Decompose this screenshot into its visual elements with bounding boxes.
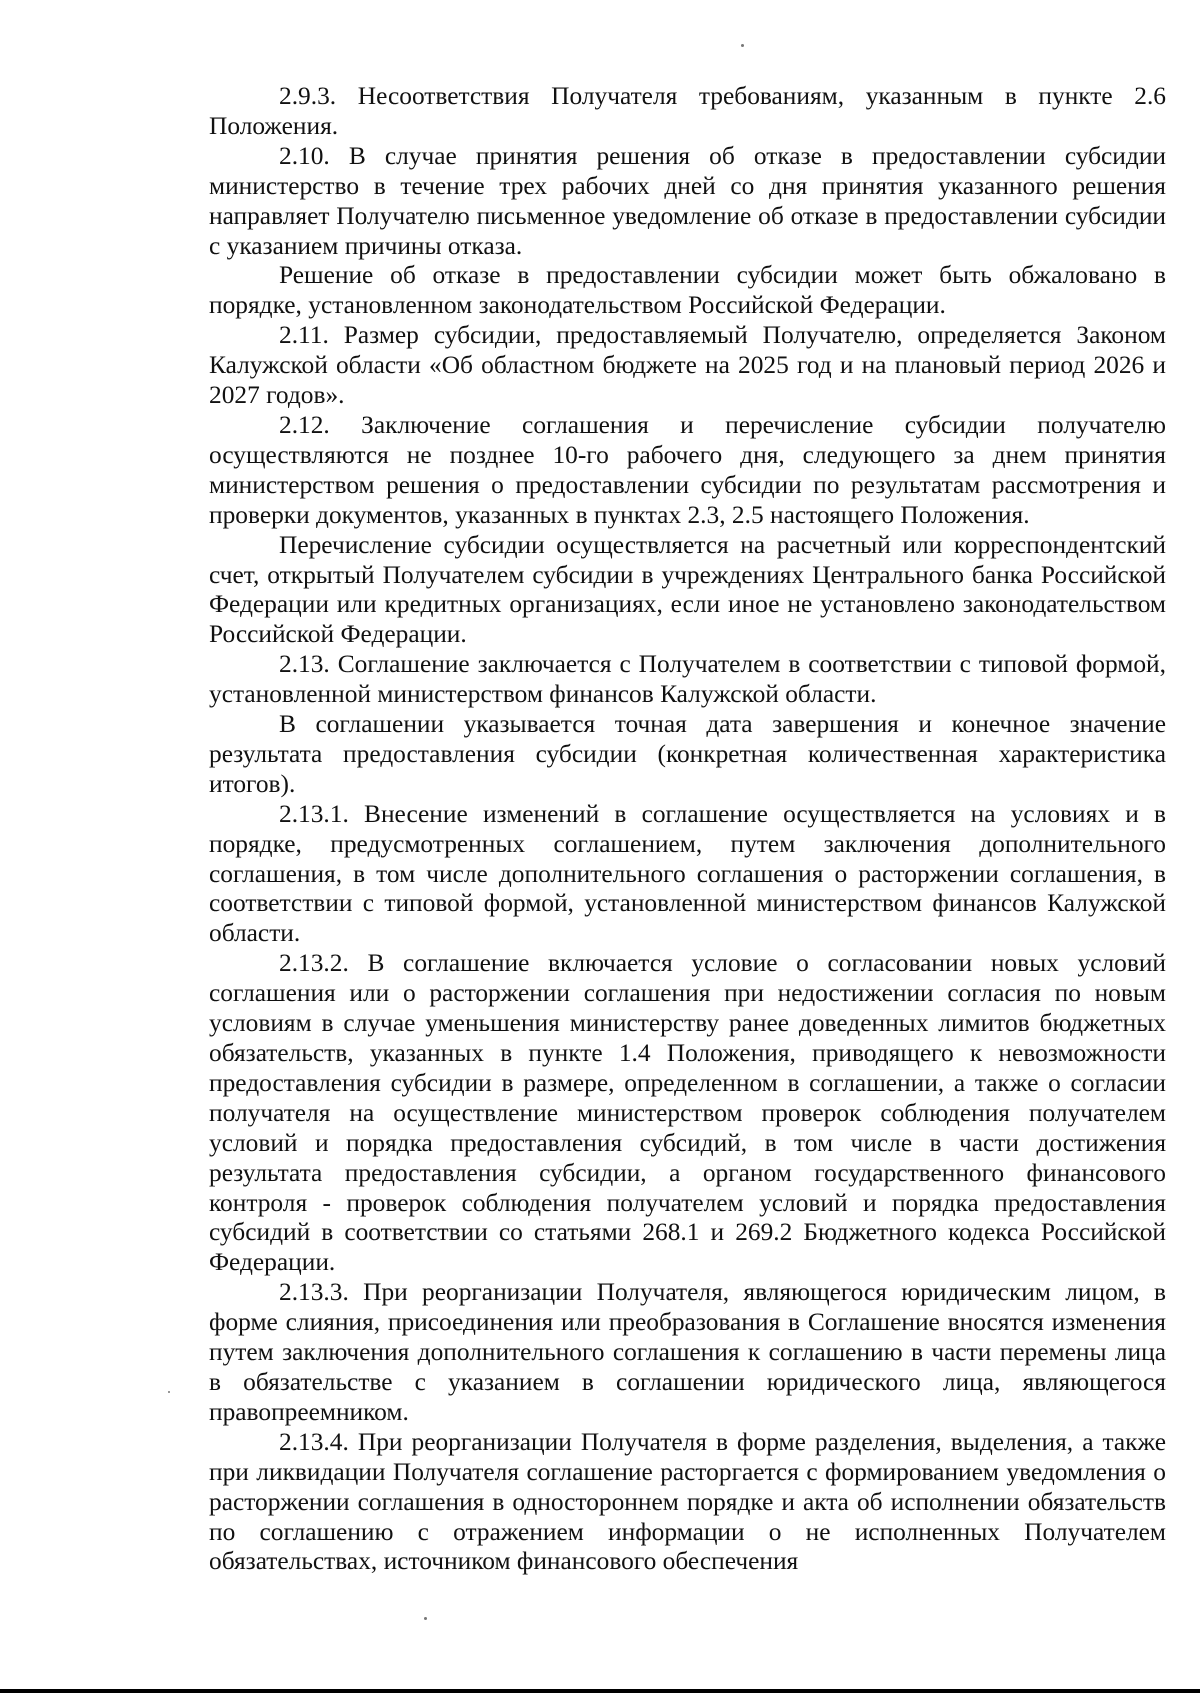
paragraph-2-13: 2.13. Соглашение заключается с Получателем в соответствии с типовой формой, установленной министерством финансов Калужской области. bbox=[209, 650, 1166, 709]
paragraph-2-13-1: 2.13.1. Внесение изменений в соглашение осуществляется на условиях и в порядке, предусмотренных соглашением, путем заключения дополнительного соглашения, в том числе дополнительного соглашения о расторжении соглашения, в соответствии с типовой формой, установленной министерством финансов Калужской области. bbox=[209, 799, 1166, 948]
page-bottom-edge bbox=[0, 1689, 1200, 1693]
scan-speck bbox=[424, 1617, 427, 1620]
scan-speck bbox=[741, 44, 744, 47]
paragraph-2-11: 2.11. Размер субсидии, предоставляемый Получателю, определяется Законом Калужской области «Об областном бюджете на 2025 год и на плановый период 2026 и 2027 годов». bbox=[209, 321, 1166, 410]
paragraph-2-12: 2.12. Заключение соглашения и перечисление субсидии получателю осуществляются не позднее 10-го рабочего дня, следующего за днем принятия министерством решения о предоставлении субсидии по результатам рассмотрения и проверки документов, указанных в пунктах 2.3, 2.5 настоящего Положения. bbox=[209, 410, 1166, 529]
paragraph-2-13-4: 2.13.4. При реорганизации Получателя в форме разделения, выделения, а также при ликвидации Получателя соглашение расторгается с формированием уведомления о расторжении соглашения в одностороннем порядке и акта об исполнении обязательств по соглашению с отражением информации о не исполненных Получателем обязательствах, источником финансового обеспечения bbox=[209, 1427, 1166, 1576]
paragraph-2-13-3: 2.13.3. При реорганизации Получателя, являющегося юридическим лицом, в форме слияния, присоединения или преобразования в Соглашение вносятся изменения путем заключения дополнительного соглашения к соглашению в части перемены лица в обязательстве с указанием в соглашении юридического лица, являющегося правопреемником. bbox=[209, 1278, 1166, 1426]
paragraph-2-13-2: 2.13.2. В соглашение включается условие о согласовании новых условий соглашения или о расторжении соглашения при недостижении согласия по новым условиям в случае уменьшения министерству ранее доведенных лимитов бюджетных обязательств, указанных в пункте 1.4 Положения, приводящего к невозможности предоставления субсидии в размере, определенном в соглашении, а также о согласии получателя на осуществление министерством проверок соблюдения получателем условий и порядка предоставления субсидий, в том числе в части достижения результата предоставления субсидии, а органом государственного финансового контроля - проверок соблюдения получателем условий и порядка предоставления субсидий в соответствии со статьями 268.1 и 269.2 Бюджетного кодекса Российской Федерации. bbox=[209, 949, 1166, 1277]
paragraph-agreement-date: В соглашении указывается точная дата завершения и конечное значение результата предоставления субсидии (конкретная количественная характеристика итогов). bbox=[209, 710, 1166, 798]
document-body bbox=[209, 82, 1166, 1577]
paragraph-2-9-3: 2.9.3. Несоответствия Получателя требованиям, указанным в пункте 2.6 Положения. bbox=[209, 82, 1166, 140]
paragraph-transfer: Перечисление субсидии осуществляется на расчетный или корреспондентский счет, открытый Получателем субсидии в учреждениях Центрального банка Российской Федерации или кредитных организациях, если иное не установлено законодательством Российской Федерации. bbox=[209, 530, 1166, 649]
paragraph-2-10: 2.10. В случае принятия решения об отказе в предоставлении субсидии министерство в течение трех рабочих дней со дня принятия указанного решения направляет Получателю письменное уведомление об отказе в предоставлении субсидии с указанием причины отказа. bbox=[209, 141, 1166, 260]
paragraph-appeal: Решение об отказе в предоставлении субсидии может быть обжаловано в порядке, установленном законодательством Российской Федерации. bbox=[209, 261, 1166, 320]
scan-speck bbox=[168, 1391, 170, 1393]
